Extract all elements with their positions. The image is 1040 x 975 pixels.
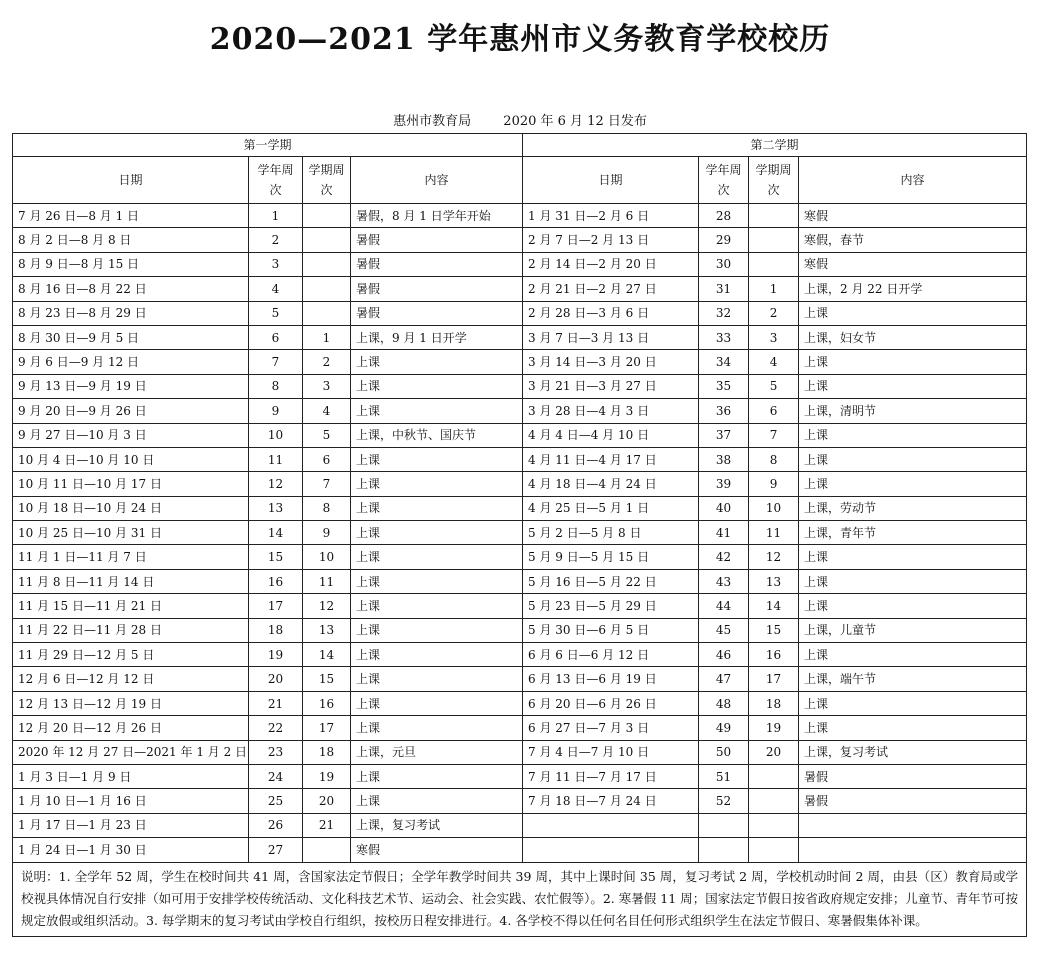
content-cell: 上课，端午节 (799, 667, 1027, 691)
content-cell: 暑假 (351, 228, 523, 252)
content-cell: 上课 (351, 618, 523, 642)
term-week-cell: 6 (749, 399, 799, 423)
term-week-cell: 4 (749, 350, 799, 374)
term-week-cell: 5 (303, 423, 351, 447)
date-cell: 11 月 15 日—11 月 21 日 (13, 594, 249, 618)
date-cell: 1 月 10 日—1 月 16 日 (13, 789, 249, 813)
term-week-cell (749, 204, 799, 228)
term-week-cell: 12 (749, 545, 799, 569)
content-cell (799, 813, 1027, 837)
date-cell: 2020 年 12 月 27 日—2021 年 1 月 2 日 (13, 740, 249, 764)
content-cell: 上课 (799, 447, 1027, 471)
term-week-cell: 8 (749, 447, 799, 471)
content-cell: 上课 (351, 399, 523, 423)
term-week-cell: 3 (749, 325, 799, 349)
table-row (13, 813, 1027, 837)
content-cell: 上课 (351, 643, 523, 667)
date-cell: 1 月 3 日—1 月 9 日 (13, 764, 249, 788)
year-week-cell: 45 (699, 618, 749, 642)
table-row (13, 691, 1027, 715)
date-cell: 4 月 18 日—4 月 24 日 (523, 472, 699, 496)
date-cell (523, 813, 699, 837)
table-row (13, 716, 1027, 740)
term-week-cell: 17 (303, 716, 351, 740)
year-week-cell: 7 (249, 350, 303, 374)
content-cell: 暑假 (799, 789, 1027, 813)
table-row (13, 643, 1027, 667)
table-row (13, 423, 1027, 447)
content-cell: 上课 (351, 545, 523, 569)
date-cell: 12 月 6 日—12 月 12 日 (13, 667, 249, 691)
date-cell: 10 月 11 日—10 月 17 日 (13, 472, 249, 496)
col-content-2: 内容 (799, 157, 1027, 204)
date-cell: 3 月 7 日—3 月 13 日 (523, 325, 699, 349)
year-week-cell: 49 (699, 716, 749, 740)
term-week-cell: 20 (749, 740, 799, 764)
year-week-cell: 14 (249, 521, 303, 545)
date-cell: 3 月 28 日—4 月 3 日 (523, 399, 699, 423)
term-week-cell: 9 (303, 521, 351, 545)
content-cell: 上课 (351, 496, 523, 520)
term-week-cell: 7 (303, 472, 351, 496)
content-cell: 寒假 (351, 838, 523, 862)
content-cell: 上课 (351, 472, 523, 496)
date-cell: 11 月 29 日—12 月 5 日 (13, 643, 249, 667)
term-week-cell: 8 (303, 496, 351, 520)
date-cell: 3 月 14 日—3 月 20 日 (523, 350, 699, 374)
date-cell: 9 月 13 日—9 月 19 日 (13, 374, 249, 398)
content-cell: 暑假 (351, 252, 523, 276)
content-cell: 上课 (351, 764, 523, 788)
year-week-cell: 20 (249, 667, 303, 691)
year-week-cell: 48 (699, 691, 749, 715)
date-cell: 9 月 6 日—9 月 12 日 (13, 350, 249, 374)
date-cell: 10 月 25 日—10 月 31 日 (13, 521, 249, 545)
date-cell: 1 月 24 日—1 月 30 日 (13, 838, 249, 862)
content-cell: 上课 (799, 569, 1027, 593)
content-cell: 上课 (799, 691, 1027, 715)
year-week-cell: 30 (699, 252, 749, 276)
date-cell: 8 月 2 日—8 月 8 日 (13, 228, 249, 252)
date-cell: 7 月 26 日—8 月 1 日 (13, 204, 249, 228)
content-cell: 上课 (799, 301, 1027, 325)
content-cell: 上课 (799, 472, 1027, 496)
content-cell: 上课，劳动节 (799, 496, 1027, 520)
content-cell: 上课 (351, 374, 523, 398)
table-row (13, 545, 1027, 569)
content-cell: 寒假 (799, 252, 1027, 276)
content-cell: 上课 (799, 350, 1027, 374)
date-cell: 5 月 2 日—5 月 8 日 (523, 521, 699, 545)
content-cell: 上课，2 月 22 日开学 (799, 277, 1027, 301)
year-week-cell: 46 (699, 643, 749, 667)
content-cell: 上课 (799, 423, 1027, 447)
date-cell: 6 月 20 日—6 月 26 日 (523, 691, 699, 715)
year-week-cell: 9 (249, 399, 303, 423)
content-cell: 上课，中秋节、国庆节 (351, 423, 523, 447)
date-cell: 11 月 22 日—11 月 28 日 (13, 618, 249, 642)
term1-header: 第一学期 (13, 134, 523, 157)
col-year-week-2: 学年周次 (699, 157, 749, 204)
table-row (13, 569, 1027, 593)
content-cell: 上课，儿童节 (799, 618, 1027, 642)
date-cell: 3 月 21 日—3 月 27 日 (523, 374, 699, 398)
year-week-cell: 13 (249, 496, 303, 520)
term-week-cell (303, 838, 351, 862)
school-calendar-table (12, 133, 1027, 937)
column-header-row (13, 157, 1027, 204)
date-cell: 1 月 31 日—2 月 6 日 (523, 204, 699, 228)
date-cell (523, 838, 699, 862)
date-cell: 8 月 30 日—9 月 5 日 (13, 325, 249, 349)
term-week-cell: 19 (303, 764, 351, 788)
year-week-cell (699, 838, 749, 862)
table-row (13, 838, 1027, 862)
term-week-cell: 12 (303, 594, 351, 618)
content-cell: 上课，青年节 (799, 521, 1027, 545)
year-week-cell: 34 (699, 350, 749, 374)
date-cell: 5 月 30 日—6 月 5 日 (523, 618, 699, 642)
date-cell: 12 月 20 日—12 月 26 日 (13, 716, 249, 740)
term-week-cell: 13 (749, 569, 799, 593)
table-row (13, 472, 1027, 496)
year-week-cell: 52 (699, 789, 749, 813)
col-content: 内容 (351, 157, 523, 204)
term-week-cell (749, 252, 799, 276)
year-week-cell: 39 (699, 472, 749, 496)
table-row (13, 667, 1027, 691)
date-cell: 4 月 11 日—4 月 17 日 (523, 447, 699, 471)
year-week-cell (699, 813, 749, 837)
term-week-cell (303, 301, 351, 325)
year-week-cell: 38 (699, 447, 749, 471)
content-cell: 上课 (351, 521, 523, 545)
content-cell (799, 838, 1027, 862)
term-week-cell (303, 228, 351, 252)
year-week-cell: 37 (699, 423, 749, 447)
year-week-cell: 10 (249, 423, 303, 447)
term-header-row (13, 134, 1027, 157)
year-week-cell: 47 (699, 667, 749, 691)
content-cell: 暑假 (351, 301, 523, 325)
year-week-cell: 25 (249, 789, 303, 813)
date-cell: 5 月 23 日—5 月 29 日 (523, 594, 699, 618)
term-week-cell: 6 (303, 447, 351, 471)
year-week-cell: 43 (699, 569, 749, 593)
year-week-cell: 8 (249, 374, 303, 398)
date-cell: 10 月 18 日—10 月 24 日 (13, 496, 249, 520)
term-week-cell: 21 (303, 813, 351, 837)
content-cell: 暑假，8 月 1 日学年开始 (351, 204, 523, 228)
term-week-cell: 13 (303, 618, 351, 642)
year-week-cell: 21 (249, 691, 303, 715)
term-week-cell: 18 (749, 691, 799, 715)
content-cell: 暑假 (799, 764, 1027, 788)
year-week-cell: 33 (699, 325, 749, 349)
date-cell: 6 月 6 日—6 月 12 日 (523, 643, 699, 667)
year-week-cell: 35 (699, 374, 749, 398)
col-date-2: 日期 (523, 157, 699, 204)
year-week-cell: 19 (249, 643, 303, 667)
table-row (13, 764, 1027, 788)
content-cell: 上课，复习考试 (799, 740, 1027, 764)
term-week-cell: 19 (749, 716, 799, 740)
col-date: 日期 (13, 157, 249, 204)
term-week-cell: 4 (303, 399, 351, 423)
date-cell: 9 月 27 日—10 月 3 日 (13, 423, 249, 447)
year-week-cell: 16 (249, 569, 303, 593)
year-week-cell: 41 (699, 521, 749, 545)
date-cell: 5 月 9 日—5 月 15 日 (523, 545, 699, 569)
term-week-cell (749, 789, 799, 813)
table-row (13, 496, 1027, 520)
table-row (13, 350, 1027, 374)
date-cell: 11 月 1 日—11 月 7 日 (13, 545, 249, 569)
content-cell: 上课 (351, 350, 523, 374)
year-week-cell: 6 (249, 325, 303, 349)
year-week-cell: 3 (249, 252, 303, 276)
year-week-cell: 28 (699, 204, 749, 228)
year-week-cell: 5 (249, 301, 303, 325)
date-cell: 6 月 13 日—6 月 19 日 (523, 667, 699, 691)
term-week-cell: 11 (749, 521, 799, 545)
term2-header: 第二学期 (523, 134, 1027, 157)
content-cell: 上课 (351, 716, 523, 740)
content-cell: 上课 (799, 374, 1027, 398)
year-week-cell: 40 (699, 496, 749, 520)
term-week-cell: 18 (303, 740, 351, 764)
page-title: 2020—2021 学年惠州市义务教育学校校历 (209, 22, 831, 57)
col-year-week: 学年周次 (249, 157, 303, 204)
col-term-week-2: 学期周次 (749, 157, 799, 204)
term-week-cell (749, 764, 799, 788)
date-cell: 4 月 25 日—5 月 1 日 (523, 496, 699, 520)
year-week-cell: 44 (699, 594, 749, 618)
content-cell: 上课 (799, 594, 1027, 618)
year-week-cell: 18 (249, 618, 303, 642)
date-cell: 2 月 14 日—2 月 20 日 (523, 252, 699, 276)
year-week-cell: 2 (249, 228, 303, 252)
year-week-cell: 15 (249, 545, 303, 569)
content-cell: 寒假 (799, 204, 1027, 228)
content-cell: 上课 (351, 667, 523, 691)
term-week-cell (749, 813, 799, 837)
year-week-cell: 12 (249, 472, 303, 496)
term-week-cell: 11 (303, 569, 351, 593)
date-cell: 8 月 9 日—8 月 15 日 (13, 252, 249, 276)
date-cell: 7 月 11 日—7 月 17 日 (523, 764, 699, 788)
term-week-cell (303, 252, 351, 276)
year-week-cell: 31 (699, 277, 749, 301)
year-week-cell: 51 (699, 764, 749, 788)
term-week-cell (303, 204, 351, 228)
term-week-cell: 14 (749, 594, 799, 618)
year-week-cell: 17 (249, 594, 303, 618)
publish-date: 2020 年 6 月 12 日发布 (503, 114, 647, 129)
term-week-cell: 9 (749, 472, 799, 496)
content-cell: 上课 (351, 789, 523, 813)
content-cell: 寒假，春节 (799, 228, 1027, 252)
table-row (13, 447, 1027, 471)
term-week-cell: 16 (749, 643, 799, 667)
table-row (13, 325, 1027, 349)
term-week-cell (303, 277, 351, 301)
table-row (13, 301, 1027, 325)
year-week-cell: 36 (699, 399, 749, 423)
date-cell: 12 月 13 日—12 月 19 日 (13, 691, 249, 715)
table-row (13, 228, 1027, 252)
notes-row (13, 862, 1027, 936)
content-cell: 上课 (799, 643, 1027, 667)
term-week-cell: 14 (303, 643, 351, 667)
term-week-cell: 3 (303, 374, 351, 398)
year-week-cell: 42 (699, 545, 749, 569)
table-row (13, 789, 1027, 813)
term-week-cell: 2 (303, 350, 351, 374)
content-cell: 暑假 (351, 277, 523, 301)
content-cell: 上课 (351, 594, 523, 618)
year-week-cell: 4 (249, 277, 303, 301)
term-week-cell (749, 838, 799, 862)
date-cell: 7 月 4 日—7 月 10 日 (523, 740, 699, 764)
term-week-cell: 1 (749, 277, 799, 301)
term-week-cell: 17 (749, 667, 799, 691)
table-row (13, 594, 1027, 618)
year-week-cell: 27 (249, 838, 303, 862)
term-week-cell: 15 (749, 618, 799, 642)
content-cell: 上课 (799, 545, 1027, 569)
date-cell: 5 月 16 日—5 月 22 日 (523, 569, 699, 593)
table-row (13, 618, 1027, 642)
content-cell: 上课 (799, 716, 1027, 740)
notes-text: 说明：1. 全学年 52 周，学生在校时间共 41 周，含国家法定节假日；全学年教学时间共 39 周，其中上课时间 35 周，复习考试 2 周，学校机动时间 2 周，由县（区）教育局或学校视具体情况自行安排（如可用于安排学校传统活动、文化科技艺术节、运动会、社会实践、农忙假等）。2. 寒暑假 11 周；国家法定节假日按省政府规定安排；儿童节、青年节可按规定放假或组织活动。3. 每学期末的复习考试由学校自行组织，按校历日程安排进行。4. 各学校不得以任何名目任何形式组织学生在法定节假日、寒暑假集体补课。 (13, 862, 1027, 936)
table-row (13, 252, 1027, 276)
date-cell: 8 月 23 日—8 月 29 日 (13, 301, 249, 325)
date-cell: 2 月 7 日—2 月 13 日 (523, 228, 699, 252)
date-cell: 8 月 16 日—8 月 22 日 (13, 277, 249, 301)
year-week-cell: 50 (699, 740, 749, 764)
term-week-cell: 20 (303, 789, 351, 813)
year-week-cell: 32 (699, 301, 749, 325)
year-week-cell: 23 (249, 740, 303, 764)
content-cell: 上课 (351, 447, 523, 471)
publish-info (0, 110, 1040, 129)
term-week-cell: 15 (303, 667, 351, 691)
table-row (13, 277, 1027, 301)
year-week-cell: 29 (699, 228, 749, 252)
date-cell: 2 月 21 日—2 月 27 日 (523, 277, 699, 301)
date-cell: 9 月 20 日—9 月 26 日 (13, 399, 249, 423)
date-cell: 4 月 4 日—4 月 10 日 (523, 423, 699, 447)
term-week-cell: 7 (749, 423, 799, 447)
content-cell: 上课，妇女节 (799, 325, 1027, 349)
year-week-cell: 24 (249, 764, 303, 788)
year-week-cell: 1 (249, 204, 303, 228)
content-cell: 上课，清明节 (799, 399, 1027, 423)
publisher: 惠州市教育局 (393, 114, 472, 129)
year-week-cell: 22 (249, 716, 303, 740)
date-cell: 2 月 28 日—3 月 6 日 (523, 301, 699, 325)
term-week-cell: 2 (749, 301, 799, 325)
date-cell: 10 月 4 日—10 月 10 日 (13, 447, 249, 471)
term-week-cell (749, 228, 799, 252)
date-cell: 6 月 27 日—7 月 3 日 (523, 716, 699, 740)
year-week-cell: 11 (249, 447, 303, 471)
term-week-cell: 1 (303, 325, 351, 349)
table-row (13, 204, 1027, 228)
term-week-cell: 16 (303, 691, 351, 715)
date-cell: 1 月 17 日—1 月 23 日 (13, 813, 249, 837)
table-row (13, 399, 1027, 423)
content-cell: 上课，复习考试 (351, 813, 523, 837)
term-week-cell: 10 (749, 496, 799, 520)
table-row (13, 521, 1027, 545)
table-row (13, 740, 1027, 764)
date-cell: 11 月 8 日—11 月 14 日 (13, 569, 249, 593)
content-cell: 上课 (351, 691, 523, 715)
col-term-week: 学期周次 (303, 157, 351, 204)
year-week-cell: 26 (249, 813, 303, 837)
term-week-cell: 5 (749, 374, 799, 398)
content-cell: 上课 (351, 569, 523, 593)
table-row (13, 374, 1027, 398)
date-cell: 7 月 18 日—7 月 24 日 (523, 789, 699, 813)
term-week-cell: 10 (303, 545, 351, 569)
content-cell: 上课，9 月 1 日开学 (351, 325, 523, 349)
content-cell: 上课，元旦 (351, 740, 523, 764)
